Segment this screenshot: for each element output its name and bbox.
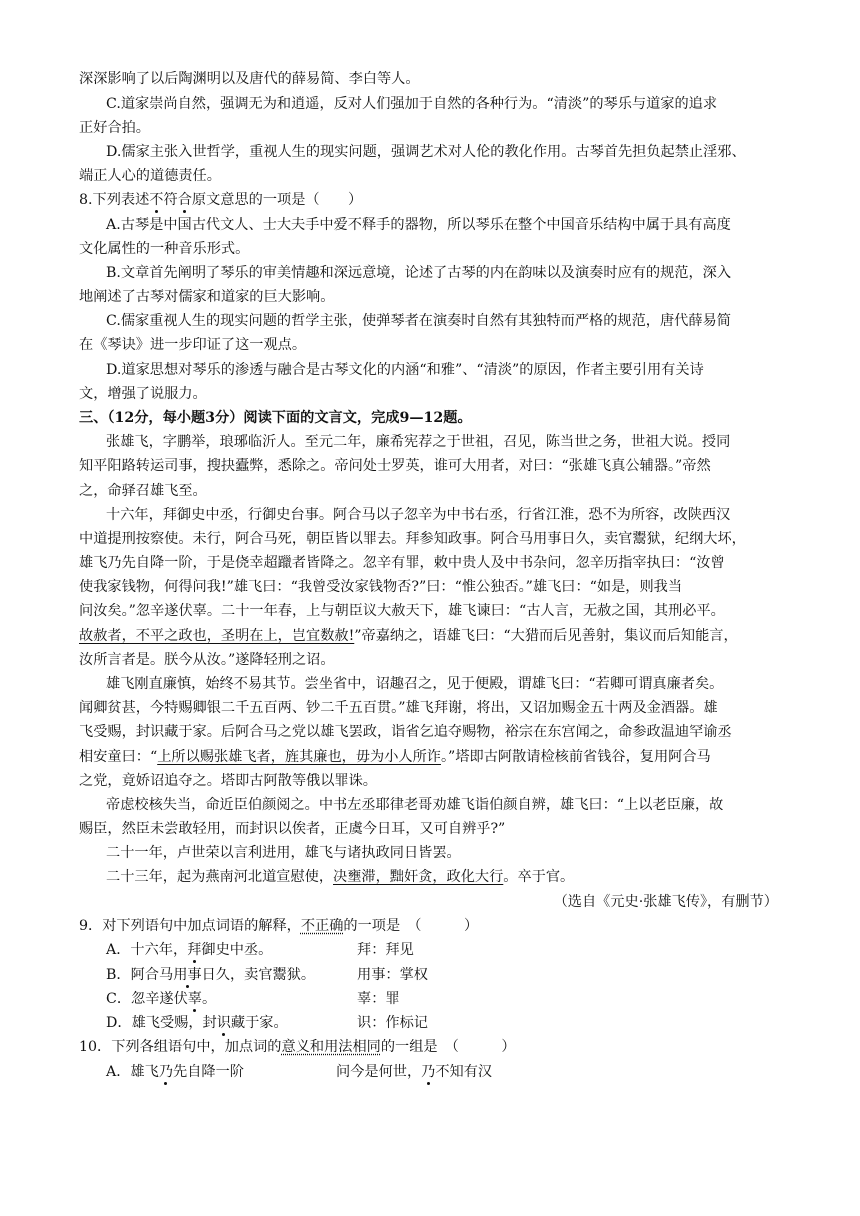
passage-line: 文，增强了说服力。 [79, 386, 207, 402]
q8-option-b: B.文章首先阐明了琴乐的审美情趣和深远意境，论述了古琴的内在韵味以及演奏时应有的规范，深入 [106, 265, 732, 281]
classical-text-line: 帝虑校核失当，命近臣伯颜阅之。中书左丞耶律老哥劝雄飞诣伯颜自辨，雄飞曰：“上以老臣廉，故 [106, 797, 724, 813]
emphasis-dot: 乃 [158, 1064, 174, 1080]
emphasis-dot: 识 [216, 1015, 231, 1031]
passage-line: 文化属性的一种音乐形式。 [79, 241, 250, 257]
classical-text-line: 使我家钱物，何得问我!”雄飞曰：“我曾受汝家钱物否?”曰：“惟公独否。”雄飞曰：“如是，则我当 [79, 579, 683, 595]
question-9-stem: 9．对下列语句中加点词语的解释，不正确的一项是 （ ） [79, 918, 479, 934]
passage-line: 端正人心的道德责任。 [79, 168, 221, 184]
emphasis-dot: 辜 [187, 991, 202, 1007]
classical-text-line: 雄飞刚直廉慎，始终不易其节。尝坐省中，诏趣召之，见于便殿，谓雄飞曰：“若卿可谓真廉者矣。 [106, 676, 724, 692]
source-note: （选自《元史·张雄飞传》，有删节） [553, 894, 778, 910]
classical-text-line: 知平阳路转运司事，搜抉蠹弊，悉除之。帝问处士罗英，谁可大用者，对曰：“张雄飞真公辅器。”帝然 [79, 458, 711, 474]
classical-text-line: 中道提刑按察使。未行，阿合马死，朝臣皆以罪去。拜参知政事。阿合马用事日久，卖官鬻狱，纪纲大坏， [79, 531, 746, 547]
classical-text-line: 故赦者，不平之政也，圣明在上，岂宜数赦!”帝嘉纳之，语雄飞曰：“大猎而后见善射，集议而后知能言， [79, 628, 738, 644]
underlined-sentence: 决壅滞，黜奸贪，政化大行 [333, 869, 504, 885]
passage-line: 在《琴诀》进一步印证了这一观点。 [79, 337, 307, 353]
underlined-sentence: 上所以赐张雄飞者，旌其廉也，毋为小人所诈 [157, 749, 441, 765]
q9-option-b-gloss: 用事：掌权 [357, 967, 428, 983]
q9-option-c-gloss: 辜：罪 [357, 991, 400, 1007]
q9-option-d-gloss: 识：作标记 [357, 1015, 428, 1031]
question-10-stem: 10．下列各组语句中，加点词的意义和用法相同的一组是 （ ） [79, 1039, 516, 1055]
q10-option-a-left: A．雄飞乃先自降一阶 [106, 1064, 244, 1080]
emphasis-text: 意义和用法相同 [281, 1039, 381, 1055]
emphasis-text: 不正确 [300, 918, 344, 934]
q9-option-a: A．十六年，拜御史中丞。 [106, 942, 273, 958]
passage-line: 地阐述了古琴对儒家和道家的巨大影响。 [79, 289, 335, 305]
emphasis-dot: 合 [177, 192, 192, 208]
emphasis-dot: 乃 [421, 1064, 436, 1080]
option-d-prev: D.儒家主张入世哲学，重视人生的现实问题，强调艺术对人伦的教化作用。古琴首先担负起禁止淫邪、 [106, 144, 746, 160]
classical-text-line: 闻卿贫甚，今特赐卿银二千五百两、钞二千五百贯。”雄飞拜谢，将出，又诏加赐金五十两及金酒器。雄 [79, 700, 718, 716]
passage-line: 正好合拍。 [79, 120, 150, 136]
passage-line: 深深影响了以后陶渊明以及唐代的薛易简、李白等人。 [79, 71, 420, 87]
classical-text-line: 汝所言者是。朕今从汝。”遂降轻刑之诏。 [79, 652, 335, 668]
section-three-heading: 三、（12分，每小题3分）阅读下面的文言文，完成9—12题。 [79, 410, 472, 426]
emphasis-dot: 拜 [187, 942, 202, 958]
q9-option-d: D．雄飞受赐，封识藏于家。 [106, 1015, 288, 1031]
classical-text-line: 之，命驿召雄飞至。 [79, 483, 207, 499]
emphasis-dot: 用事 [173, 967, 202, 983]
classical-text-line: 飞受赐，封识藏于家。后阿合马之党以雄飞罢政，诣省乞追夺赐物，裕宗在东宫闻之，命参政温迪罕谕丞 [79, 724, 732, 740]
classical-text-line: 之党，竟娇诏追夺之。塔即古阿散等俄以罪诛。 [79, 773, 377, 789]
question-8-stem: 8.下列表述不符合原文意思的一项是（ ） [79, 192, 363, 208]
classical-text-line: 相安童曰：“上所以赐张雄飞者，旌其廉也，毋为小人所诈。”塔即古阿散请检核前省钱谷，复用阿合马 [79, 749, 711, 765]
q9-option-a-gloss: 拜：拜见 [357, 942, 414, 958]
q9-option-b: B．阿合马用事日久，卖官鬻狱。 [106, 967, 316, 983]
option-c-prev: C.道家崇尚自然，强调无为和逍遥，反对人们强加于自然的各种行为。“清淡”的琴乐与道家的追求 [106, 96, 718, 112]
classical-text-line: 赐臣，然臣未尝敢轻用，而封识以俟者，正虞今日耳，又可自辨乎?” [79, 821, 506, 837]
q8-option-c: C.儒家重视人生的现实问题的哲学主张，使弹琴者在演奏时自然有其独特而严格的规范，唐代薛易简 [106, 313, 731, 329]
q8-option-a: A.古琴是中国古代文人、士大夫手中爱不释手的器物，所以琴乐在整个中国音乐结构中属于具有高度 [106, 217, 731, 233]
emphasis-dot: 不 [149, 192, 164, 208]
classical-text-line: 二十一年，卢世荣以言利进用，雄飞与诸执政同日皆罢。 [106, 845, 461, 861]
q9-option-c: C．忽辛遂伏辜。 [106, 991, 217, 1007]
q8-option-d: D.道家思想对琴乐的渗透与融合是古琴文化的内涵“和雅”、“清淡”的原因，作者主要引用有关诗 [106, 362, 704, 378]
classical-text-line: 十六年，拜御史中丞，行御史台事。阿合马以子忽辛为中书右丞，行省江淮，恐不为所容，改陕西汉 [106, 507, 731, 523]
classical-text-line: 问汝矣。”忽辛遂伏辜。二十一年春，上与朝臣议大赦天下，雄飞谏曰：“古人言，无赦之国，其刑必平。 [79, 603, 725, 619]
underlined-sentence: 故赦者，不平之政也，圣明在上，岂宜数赦! [79, 628, 355, 644]
classical-text-line: 张雄飞，字鹏举，琅琊临沂人。至元二年，廉希宪荐之于世祖，召见，陈当世之务，世祖大说。授同 [106, 434, 731, 450]
q10-option-a-right: 问今是何世，乃不知有汉 [336, 1064, 493, 1080]
classical-text-line: 二十三年，起为燕南河北道宣慰使，决壅滞，黜奸贪，政化大行。卒于官。 [106, 869, 575, 885]
classical-text-line: 雄飞乃先自降一阶，于是侥幸超躐者皆降之。忽辛有罪，敕中贵人及中书杂问，忽辛历指宰执曰：“汝曾 [79, 555, 725, 571]
